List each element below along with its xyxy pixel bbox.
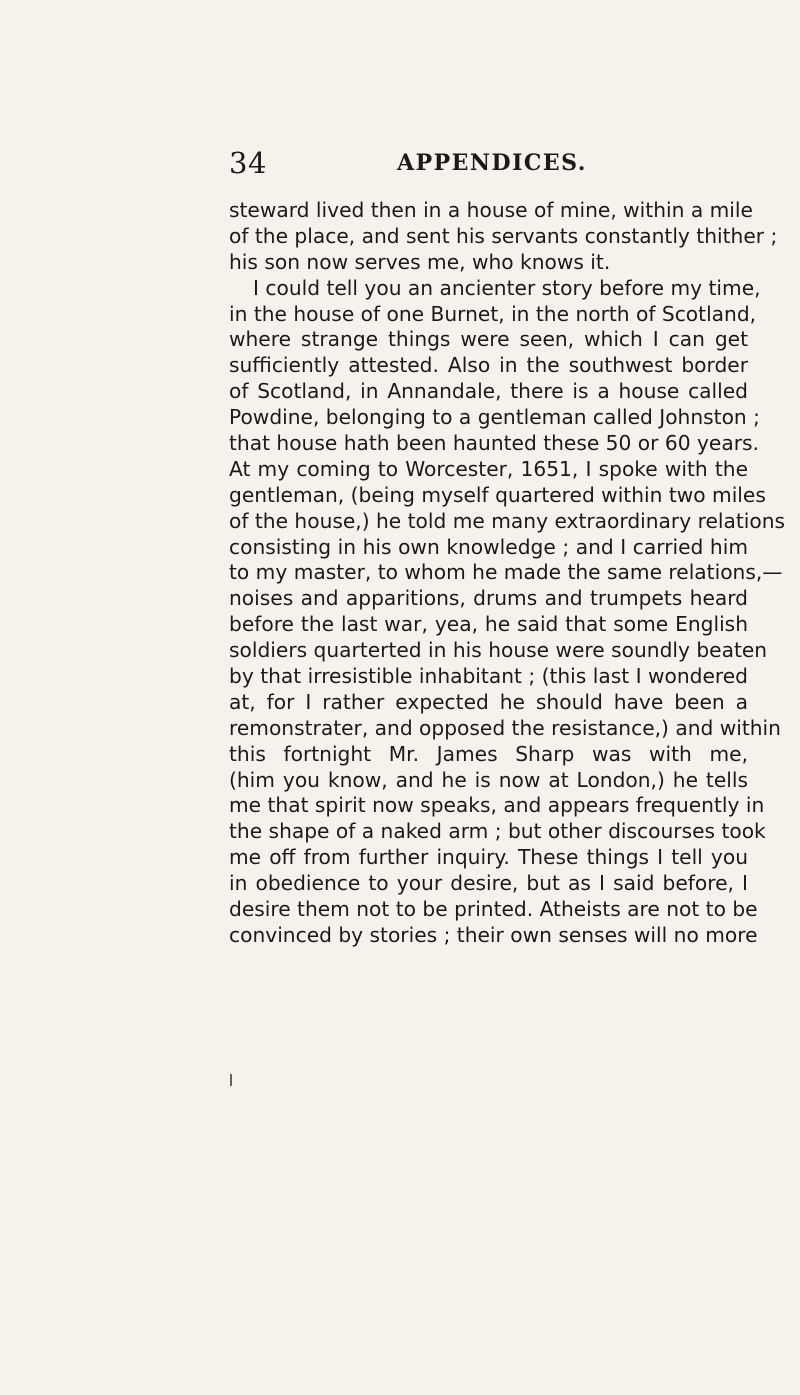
text-line: to my master, to whom he made the same relations,— bbox=[229, 560, 783, 585]
text-line: remonstrater, and opposed the resistance,) and within bbox=[229, 715, 781, 740]
text-line: convinced by stories ; their own senses will no more bbox=[229, 922, 758, 947]
text-line: noises and apparitions, drums and trumpets heard bbox=[229, 586, 748, 611]
text-line: before the last war, yea, he said that some English bbox=[229, 612, 748, 637]
body-text bbox=[229, 198, 786, 949]
stray-ink-mark bbox=[230, 1074, 232, 1086]
text-line: of Scotland, in Annandale, there is a house called bbox=[229, 379, 748, 404]
text-line: At my coming to Worcester, 1651, I spoke with the bbox=[229, 456, 748, 481]
text-line: of the house,) he told me many extraordinary relations bbox=[229, 508, 786, 533]
text-line: (him you know, and he is now at London,) he tells bbox=[229, 767, 748, 792]
text-line: in obedience to your desire, but as I said before, I bbox=[229, 871, 748, 896]
text-line: sufficiently attested. Also in the southwest border bbox=[229, 353, 748, 378]
text-line: Powdine, belonging to a gentleman called Johnston ; bbox=[229, 405, 760, 430]
text-line: of the place, and sent his servants constantly thither ; bbox=[229, 223, 778, 248]
text-line: at, for I rather expected he should have been a bbox=[229, 689, 748, 714]
text-line: this fortnight Mr. James Sharp was with me, bbox=[229, 741, 748, 766]
text-line: consisting in his own knowledge ; and I carried him bbox=[229, 534, 748, 559]
text-line: gentleman, (being myself quartered within two miles bbox=[229, 482, 766, 507]
text-line: the shape of a naked arm ; but other discourses took bbox=[229, 819, 766, 844]
page-number: 34 bbox=[229, 146, 267, 180]
text-line: me off from further inquiry. These things I tell you bbox=[229, 845, 748, 870]
running-head: APPENDICES. bbox=[397, 150, 587, 176]
text-line: desire them not to be printed. Atheists are not to be bbox=[229, 897, 758, 922]
text-line: his son now serves me, who knows it. bbox=[229, 249, 611, 274]
text-line: I could tell you an ancienter story before my time, bbox=[253, 275, 761, 300]
text-line: by that irresistible inhabitant ; (this last I wondered bbox=[229, 664, 748, 689]
text-line: steward lived then in a house of mine, within a mile bbox=[229, 198, 753, 222]
text-line: where strange things were seen, which I can get bbox=[229, 327, 748, 352]
page-header bbox=[229, 146, 749, 186]
text-line: soldiers quarterted in his house were soundly beaten bbox=[229, 638, 768, 663]
text-line: that house hath been haunted these 50 or 60 years. bbox=[229, 431, 759, 456]
text-line: me that spirit now speaks, and appears frequently in bbox=[229, 793, 765, 818]
text-line: in the house of one Burnet, in the north of Scotland, bbox=[229, 301, 757, 326]
